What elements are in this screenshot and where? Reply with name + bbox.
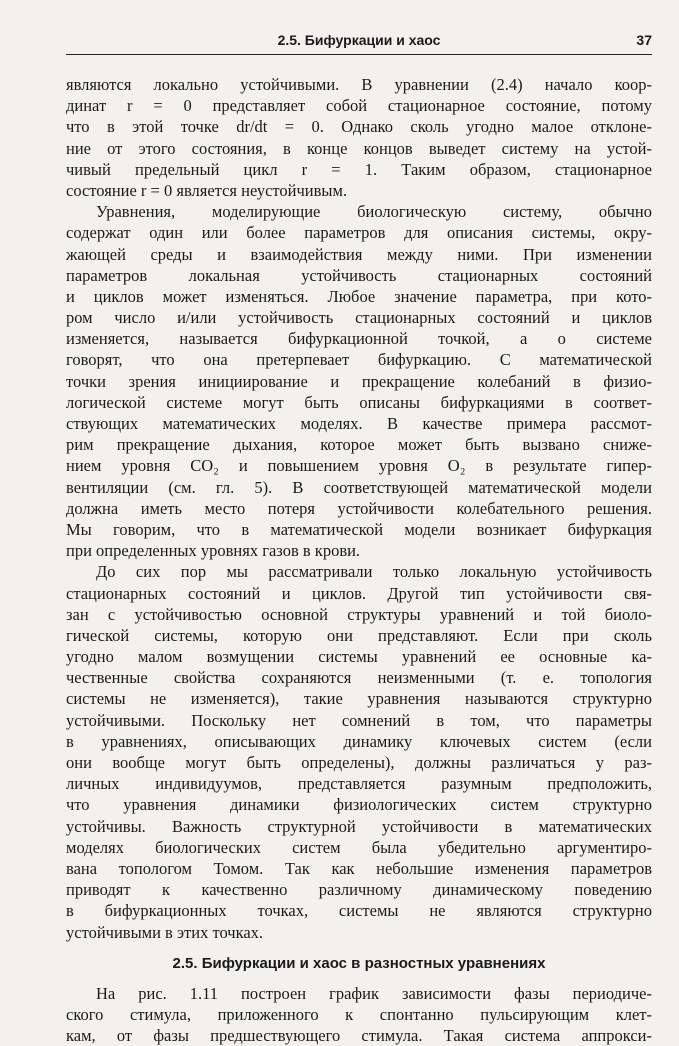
text-line: До сих пор мы рассматривали только локальную устойчивость [96,562,652,582]
text-line: кам, от фазы предшествующего стимула. Такая система аппрокси- [66,1026,652,1046]
text-line: рим прекращение дыхания, которое может быть вызвано сниже- [66,435,652,455]
text-line: стационарных состояний и циклов. Другой тип устойчивости свя- [66,583,652,603]
text-line: гической системы, которую они представляют. Если при сколь [66,625,652,645]
text-line: ского стимула, приложенного к спонтанно пульсирующим клет- [66,1004,652,1024]
text-line: устойчивыми в этих точках. [66,922,264,942]
text-line: содержат один или более параметров для описания системы, окру- [66,223,652,243]
running-title: 2.5. Бифуркации и хаос [277,32,441,48]
text-line: говорят, что она претерпевает бифуркацию. С математической [66,350,652,370]
text-line: изменяется, называется бифуркационной точкой, а о системе [66,329,652,349]
text-line: что уравнения динамики физиологических систем структурно [66,795,652,815]
text-line: точки зрения инициирование и прекращение колебаний в физио- [66,371,652,391]
text-line: при определенных уровнях газов в крови. [66,541,361,561]
text-line: должна иметь место потеря устойчивости колебательного решения. [66,498,652,518]
text-line: На рис. 1.11 построен график зависимости фазы периодиче- [96,983,652,1003]
text-line: зан с устойчивостью основной структуры уравнений и той биоло- [66,604,652,624]
text-line: ние от этого состояния, в конце концов выведет систему на устой- [66,138,652,158]
text-line: устойчивы. Важность структурной устойчивости в математических [66,816,652,836]
text-line: параметров локальная устойчивость стационарных состояний [66,265,652,285]
page-number: 37 [636,32,652,48]
text-line: они вообще могут быть определены), должны различаться у раз- [66,753,652,772]
section-heading: 2.5. Бифуркации и хаос в разностных уравнениях [172,954,546,972]
text-line: угодно малом возмущении системы уравнений ее основные ка- [66,647,652,667]
text-line: вана топологом Томом. Так как небольшие изменения параметров [66,858,652,878]
page-header [66,32,652,55]
paragraph-2 [66,201,652,561]
text-line: в уравнениях, описывающих динамику ключевых систем (если [66,731,652,751]
paragraph-1 [66,74,652,201]
text-line: моделях биологических систем была убедительно аргументиро- [66,837,652,857]
text-line: личных индивидуумов, представляется разумным предположить, [66,774,652,794]
text-line: вентиляции (см. гл. 5). В соответствующей математической модели [66,477,652,497]
text-line: в бифуркационных точках, системы не являются структурно [66,901,652,921]
text-line: системы не изменяется), такие уравнения называются структурно [66,689,652,709]
text-line: и циклов может изменяться. Любое значение параметра, при кото- [66,286,652,306]
paragraph-3 [66,561,652,942]
text-line: устойчивыми. Поскольку нет сомнений в том, что параметры [66,710,652,730]
text-line: логической системе могут быть описаны бифуркациями в соответ- [66,392,652,412]
text-line: ром число и/или устойчивость стационарных состояний и циклов [66,308,652,328]
text-line: чественные свойства сохраняются неизменными (т. е. топология [66,668,652,688]
text-line: нием уровня CO₂ и повышением уровня O₂ в результате гипер- [66,456,652,476]
text-line: приводят к качественно различному динамическому поведению [66,880,652,900]
text-line: ствующих математических моделях. В качестве примера рассмот- [66,414,652,433]
text-line: чивый предельный цикл r = 1. Таким образом, стационарное [66,159,652,179]
paragraph-4 [66,983,652,1046]
text-line: являются локально устойчивыми. В уравнении (2.4) начало коор- [66,75,652,94]
page-body [66,74,652,1046]
text-line: состояние r = 0 является неустойчивым. [66,180,348,200]
text-line: Уравнения, моделирующие биологическую систему, обычно [96,202,652,222]
text-line: жающей среды и взаимодействия между ними. При изменении [66,244,652,264]
text-line: Мы говорим, что в математической модели возникает бифуркация [66,519,652,539]
text-line: динат r = 0 представляет собой стационарное состояние, потому [66,96,652,116]
text-line: что в этой точке dr/dt = 0. Однако сколь угодно малое отклоне- [66,117,652,137]
